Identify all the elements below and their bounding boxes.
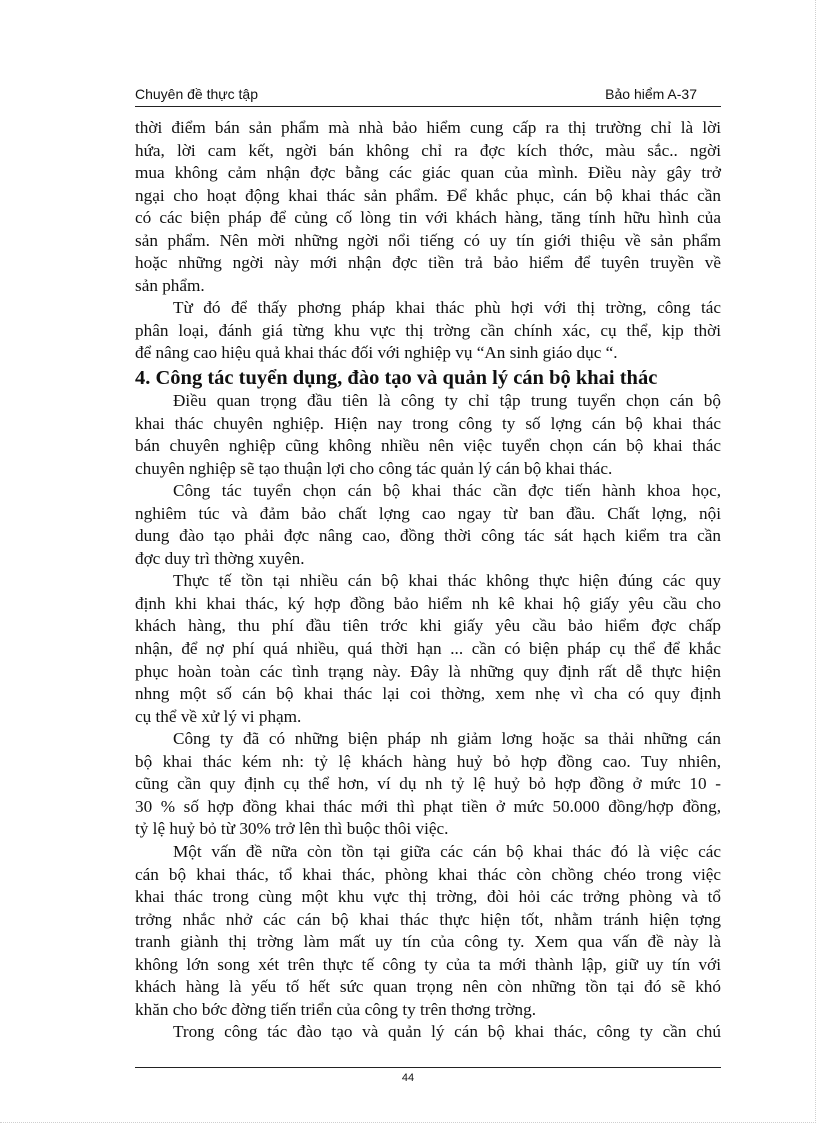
paragraph (135, 570, 721, 728)
text-line: cán bộ khai thác, tổ khai thác, phòng khai thác còn chồng chéo trong việc (135, 864, 721, 884)
text-line: Điều quan trọng đầu tiên là công ty chỉ tập trung tuyển chọn cán bộ (173, 391, 721, 411)
text-line: Thực tế tồn tại nhiều cán bộ khai thác không thực hiện đúng các quy (173, 571, 721, 591)
section-heading: 4. Công tác tuyển dụng, đào tạo và quản lý cán bộ khai thác (135, 367, 658, 390)
text-line: chuyên nghiệp sẽ tạo thuận lợi cho công tác quản lý cán bộ khai thác. (135, 458, 613, 478)
text-line: phục hoàn toàn các tình trạng này. Đây là những quy định rất dễ thực hiện (135, 661, 721, 681)
paragraph (135, 297, 721, 365)
text-line: tỷ lệ huỷ bỏ từ 30% trở lên thì buộc thôi việc. (135, 819, 449, 839)
text-line: Trong công tác đào tạo và quản lý cán bộ khai thác, công ty cần chú (173, 1022, 721, 1042)
text-line: 30 % số hợp đồng khai thác mới thì phạt tiền ở mức 50.000 đồng/hợp đồng, (135, 796, 721, 816)
text-line: bộ khai thác kém nh: tỷ lệ khách hàng huỷ bỏ hợp đồng cao. Tuy nhiên, (135, 751, 721, 771)
paragraph (135, 117, 721, 297)
text-line: để nâng cao hiệu quả khai thác đối với nghiệp vụ “An sinh giáo dục “. (135, 343, 618, 363)
text-line: sản phẩm. Nên mời những ngời nổi tiếng có uy tín giới thiệu về sản phẩm (135, 230, 721, 250)
footer-divider (135, 1067, 721, 1068)
text-line: tranh giành thị trờng làm mất uy tín của công ty. Xem qua vấn đề này là (135, 932, 721, 952)
text-line: hứa, lời cam kết, ngời bán không chỉ ra đợc kích thớc, màu sắc.. ngời (135, 140, 721, 160)
text-line: khách hàng là yếu tố hết sức quan trọng nên còn những tồn tại đó sẽ khó (135, 977, 721, 997)
text-line: thời điểm bán sản phẩm mà nhà bảo hiểm cung cấp ra thị trường chỉ là lời (135, 118, 721, 137)
paragraph (135, 728, 721, 841)
text-line: có các biện pháp để củng cố lòng tin với khách hàng, tăng tính hữu hình của (135, 208, 721, 228)
document-body (135, 117, 721, 1044)
text-line: sản phẩm. (135, 275, 205, 295)
text-line: khăn cho bớc đờng tiến triển của công ty trên thơng trờng. (135, 999, 537, 1019)
text-line: ngại cho hoạt động khai thác sản phẩm. Để khắc phục, cán bộ khai thác cần (135, 185, 721, 205)
text-line: khách hàng, thu phí đầu tiên trớc khi giấy yêu cầu bảo hiểm đợc chấp (135, 616, 721, 636)
page-header (135, 86, 721, 107)
text-line: nghiêm túc và đảm bảo chất lợng cao ngay từ ban đầu. Chất lợng, nội (135, 503, 721, 523)
text-line: cũng cần quy định cụ thể hơn, ví dụ nh tỷ lệ huỷ bỏ hợp đồng ở mức 10 - (135, 774, 721, 794)
text-line: phân loại, đánh giá từng khu vực thị trờng cần chính xác, cụ thể, kịp thời (135, 320, 721, 340)
paragraph (135, 480, 721, 570)
text-line: không lớn song xét trên thực tế công ty của ta mới thành lập, giữ uy tín với (135, 954, 721, 974)
paragraph (135, 390, 721, 480)
text-line: bán chuyên nghiệp cũng không nhiều nên việc tuyển chọn cán bộ khai thác (135, 436, 721, 456)
text-line: Công tác tuyển chọn cán bộ khai thác cần đợc tiến hành khoa học, (173, 481, 721, 501)
text-line: mua không cảm nhận đợc bằng các giác quan của mình. Điều này gây trở (135, 163, 721, 183)
page-number: 44 (401, 1072, 415, 1084)
text-line: hoặc những ngời này mới nhận đợc tiền trả bảo hiểm để tuyên truyền về (135, 253, 721, 273)
header-left-title: Chuyên đề thực tập (135, 86, 259, 102)
text-line: khai thác chuyên nghiệp. Hiện nay trong công ty số lợng cán bộ khai thác (135, 413, 721, 433)
text-line: Công ty đã có những biện pháp nh giảm lơng hoặc sa thải những cán (173, 729, 721, 749)
text-line: khai thác trong cùng một khu vực thị trờng, đòi hỏi các trởng phòng và tổ (135, 887, 721, 907)
header-right-title: Bảo hiểm A-37 (605, 86, 697, 102)
text-line: dung đào tạo phải đợc nâng cao, đồng thời công tác sát hạch kiểm tra cần (135, 526, 721, 546)
text-line: trởng nhắc nhở các cán bộ khai thác thực hiện tốt, nhằm tránh hiện tợng (135, 909, 721, 929)
paragraph (135, 841, 721, 1021)
text-line: Một vấn đề nữa còn tồn tại giữa các cán bộ khai thác đó là việc các (173, 841, 721, 861)
text-line: đợc duy trì thờng xuyên. (135, 548, 305, 568)
text-line: Từ đó để thấy phơng pháp khai thác phù hợi với thị trờng, công tác (173, 298, 721, 318)
text-line: cụ thể về xử lý vi phạm. (135, 706, 302, 726)
text-line: định khi khai thác, ký hợp đồng bảo hiểm nh kê khai hộ giấy yêu cầu cho (135, 593, 721, 613)
text-line: nhận, để nợ phí quá nhiều, quá thời hạn ... cần có biện pháp cụ thể để khắc (135, 639, 721, 659)
text-line: nhng một số cán bộ khai thác lại coi thờng, xem nhẹ vì cha có quy định (135, 684, 721, 704)
paragraph (135, 1021, 721, 1044)
